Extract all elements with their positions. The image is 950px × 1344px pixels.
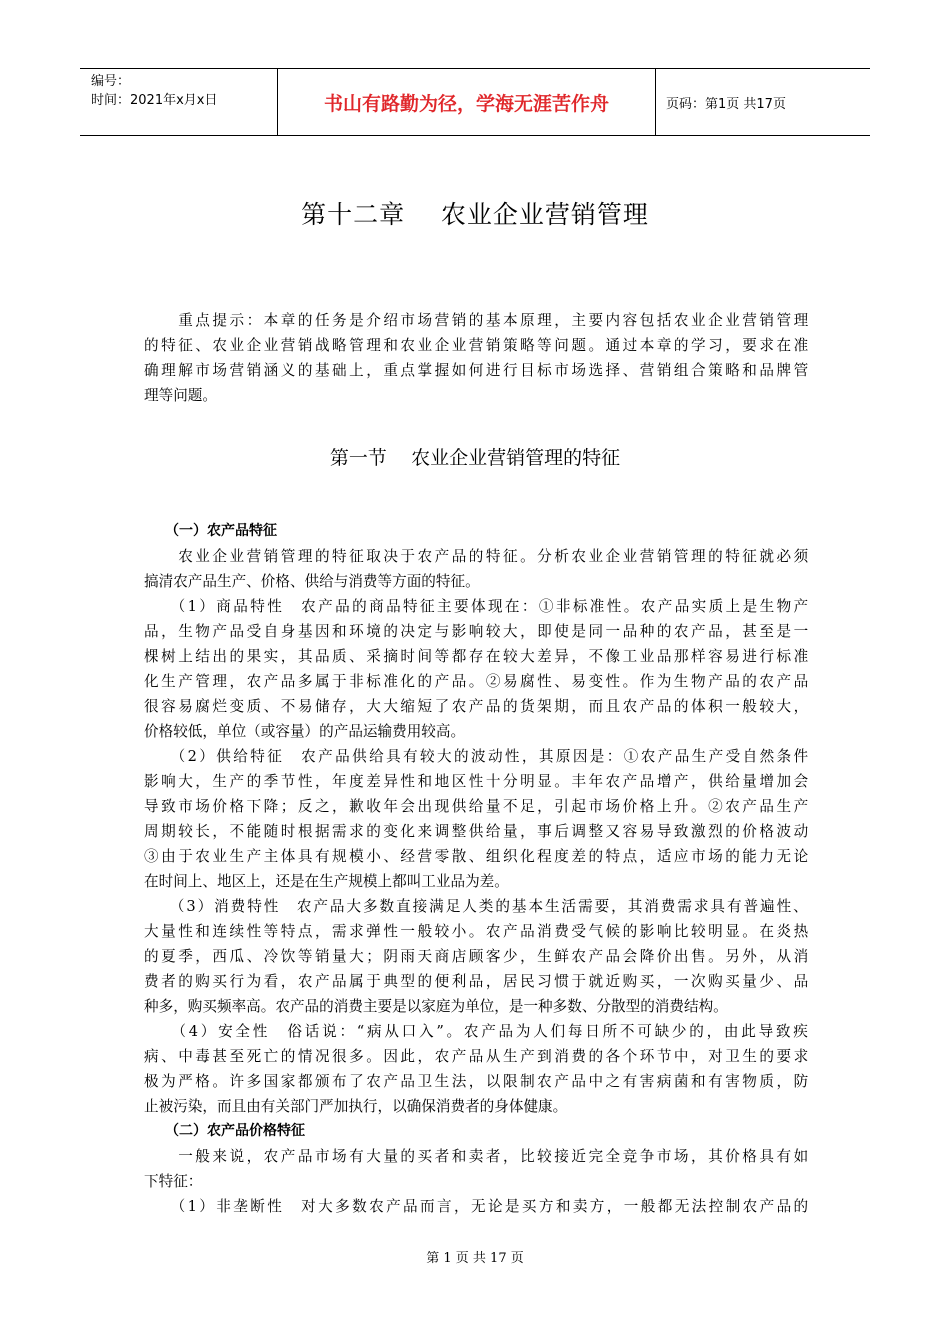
- text-line: 品，生物产品受自身基因和环境的决定与影响较大，即使是同一品种的农产品，甚至是一: [144, 623, 811, 640]
- intro-paragraph: [144, 308, 811, 408]
- text-line: 很容易腐烂变质、不易储存，大大缩短了农产品的货架期，而且农产品的体积一般较大，: [144, 698, 811, 715]
- header-motto: 书山有路勤为径，学海无涯苦作舟: [278, 69, 656, 135]
- text-line: 极为严格。许多国家都颁布了农产品卫生法，以限制农产品中之有害病菌和有害物质，防: [144, 1073, 811, 1090]
- text-line: 的夏季，西瓜、冷饮等销量大；阴雨天商店顾客少，生鲜农产品会降价出售。另外，从消: [144, 948, 811, 965]
- text-line: 棵树上结出的果实，其品质、采摘时间等都存在较大差异，不像工业品那样容易进行标准: [144, 648, 811, 665]
- section-content: [144, 519, 811, 1219]
- text-line: 种多，购买频率高。农产品的消费主要是以家庭为单位，是一种多数、分散型的消费结构。: [144, 998, 728, 1015]
- page-footer: 第 1 页 共 17 页: [426, 1251, 524, 1266]
- text-line: （4）安全性 俗话说：“病从口入”。农产品为人们每日所不可缺少的，由此导致疾: [144, 1023, 811, 1040]
- text-line: （1）商品特性 农产品的商品特征主要体现在：①非标准性。农产品实质上是生物产: [144, 598, 811, 615]
- text-line: 大量性和连续性等特点，需求弹性一般较小。农产品消费受气候的影响比较明显。在炎热: [144, 923, 811, 940]
- header-page-info: 页码：第1页 共17页: [666, 96, 786, 112]
- intro-line: 的特征、农业企业营销战略管理和农业企业营销策略等问题。通过本章的学习，要求在准: [144, 337, 811, 354]
- header-left-cell: [80, 69, 278, 135]
- document-date-label: 时间：2021年x月x日: [91, 93, 218, 108]
- text-line: 费者的购买行为看，农产品属于典型的便利品，居民习惯于就近购买，一次购买量少、品: [144, 973, 811, 990]
- text-line: （1）非垄断性 对大多数农产品而言，无论是买方和卖方，一般都无法控制农产品的: [144, 1198, 811, 1215]
- intro-line: 理等问题。: [144, 387, 217, 404]
- text-line: 下特征：: [144, 1173, 203, 1190]
- section-title: 第一节 农业企业营销管理的特征: [329, 447, 621, 469]
- text-line: 化生产管理，农产品多属于非标准化的产品。②易腐性、易变性。作为生物产品的农产品: [144, 673, 811, 690]
- text-line: 搞清农产品生产、价格、供给与消费等方面的特征。: [144, 573, 480, 590]
- text-line: 价格较低，单位（或容量）的产品运输费用较高。: [144, 723, 466, 740]
- intro-line: 重点提示：本章的任务是介绍市场营销的基本原理，主要内容包括农业企业营销管理: [144, 312, 811, 329]
- text-line: 止被污染，而且由有关部门严加执行，以确保消费者的身体健康。: [144, 1098, 568, 1115]
- document-number-label: 编号：: [91, 74, 131, 89]
- text-line: 农业企业营销管理的特征取决于农产品的特征。分析农业企业营销管理的特征就必须: [144, 548, 811, 565]
- text-line: 影响大，生产的季节性，年度差异性和地区性十分明显。丰年农产品增产，供给量增加会: [144, 773, 811, 790]
- sub-heading: （二）农产品价格特征: [144, 1123, 305, 1139]
- text-line: 一般来说，农产品市场有大量的买者和卖者，比较接近完全竞争市场，其价格具有如: [144, 1148, 811, 1165]
- text-line: （3）消费特性 农产品大多数直接满足人类的基本生活需要，其消费需求具有普遍性、: [144, 898, 810, 915]
- chapter-title: 第十二章 农业企业营销管理: [301, 200, 649, 229]
- text-line: 导致市场价格下降；反之，歉收年会出现供给量不足，引起市场价格上升。②农产品生产: [144, 798, 811, 815]
- text-line: ③由于农业生产主体具有规模小、经营零散、组织化程度差的特点，适应市场的能力无论: [144, 848, 811, 865]
- text-line: 在时间上、地区上，还是在生产规模上都叫工业品为差。: [144, 873, 509, 890]
- text-line: 病、中毒甚至死亡的情况很多。因此，农产品从生产到消费的各个环节中，对卫生的要求: [144, 1048, 811, 1065]
- intro-line: 确理解市场营销涵义的基础上，重点掌握如何进行目标市场选择、营销组合策略和品牌管: [144, 362, 811, 379]
- text-line: 周期较长，不能随时根据需求的变化来调整供给量，事后调整又容易导致激烈的价格波动: [144, 823, 811, 840]
- sub-heading: （一）农产品特征: [144, 523, 277, 539]
- text-line: （2）供给特征 农产品供给具有较大的波动性，其原因是：①农产品生产受自然条件: [144, 748, 811, 765]
- header-table: [80, 68, 870, 136]
